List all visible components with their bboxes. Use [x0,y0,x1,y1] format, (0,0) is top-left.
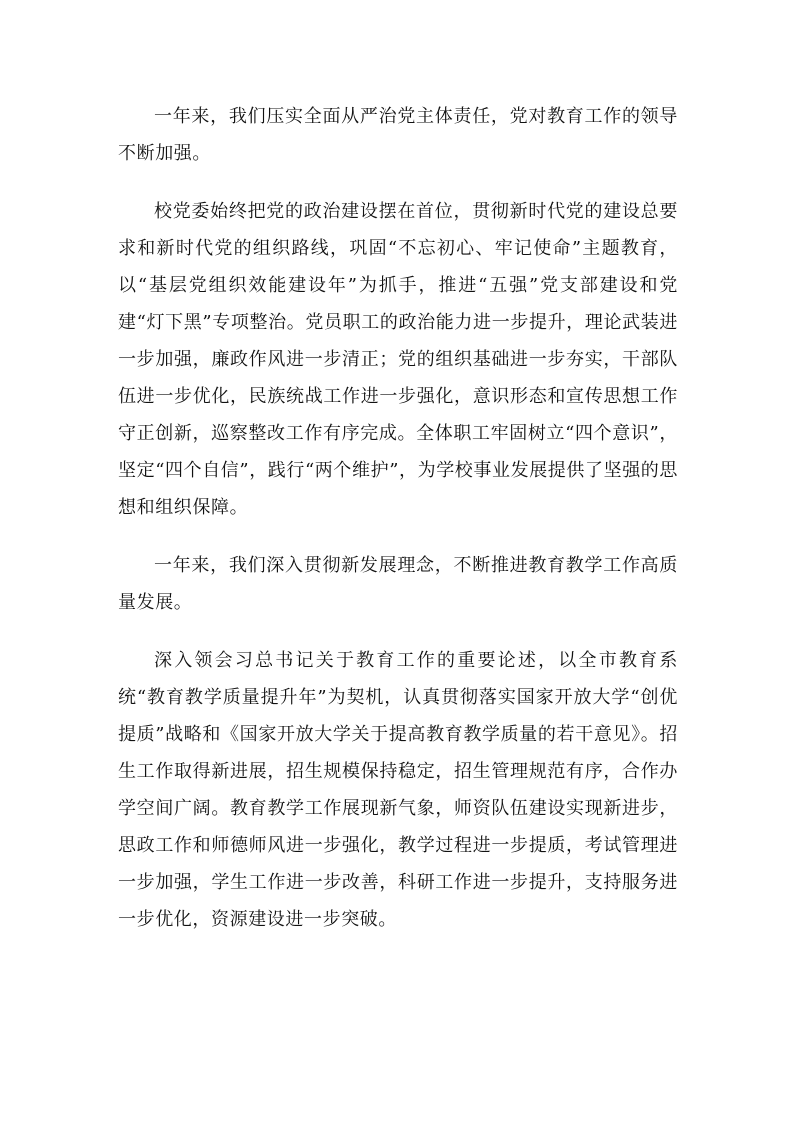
paragraph-3: 一年来，我们深入贯彻新发展理念，不断推进教育教学工作高质量发展。 [118,555,678,613]
paragraph-2: 校党委始终把党的政治建设摆在首位，贯彻新时代党的建设总要求和新时代党的组织路线，巩固“不忘初心、牢记使命”主题教育，以“基层党组织效能建设年”为抓手，推进“五强”党支部建设和党建“灯下黑”专项整治。党员职工的政治能力进一步提升，理论武装进一步加强，廉政作风进一步清正；党的组织基础进一步夯实，干部队伍进一步优化，民族统战工作进一步强化，意识形态和宣传思想工作守正创新，巡察整改工作有序完成。全体职工牢固树立“四个意识”，坚定“四个自信”，践行“两个维护”，为学校事业发展提供了坚强的思想和组织保障。 [118,201,679,518]
paragraph-4: 深入领会习总书记关于教育工作的重要论述，以全市教育系统“教育教学质量提升年”为契机，认真贯彻落实国家开放大学“创优提质”战略和《国家开放大学关于提高教育教学质量的若干意见》。招生工作取得新进展，招生规模保持稳定，招生管理规范有序，合作办学空间广阔。教育教学工作展现新气象，师资队伍建设实现新进步，思政工作和师德师风进一步强化，教学过程进一步提质，考试管理进一步加强，学生工作进一步改善，科研工作进一步提升，支持服务进一步优化，资源建设进一步突破。 [118,650,678,930]
paragraph-1: 一年来，我们压实全面从严治党主体责任，党对教育工作的领导不断加强。 [118,106,678,164]
document-body [118,98,678,959]
